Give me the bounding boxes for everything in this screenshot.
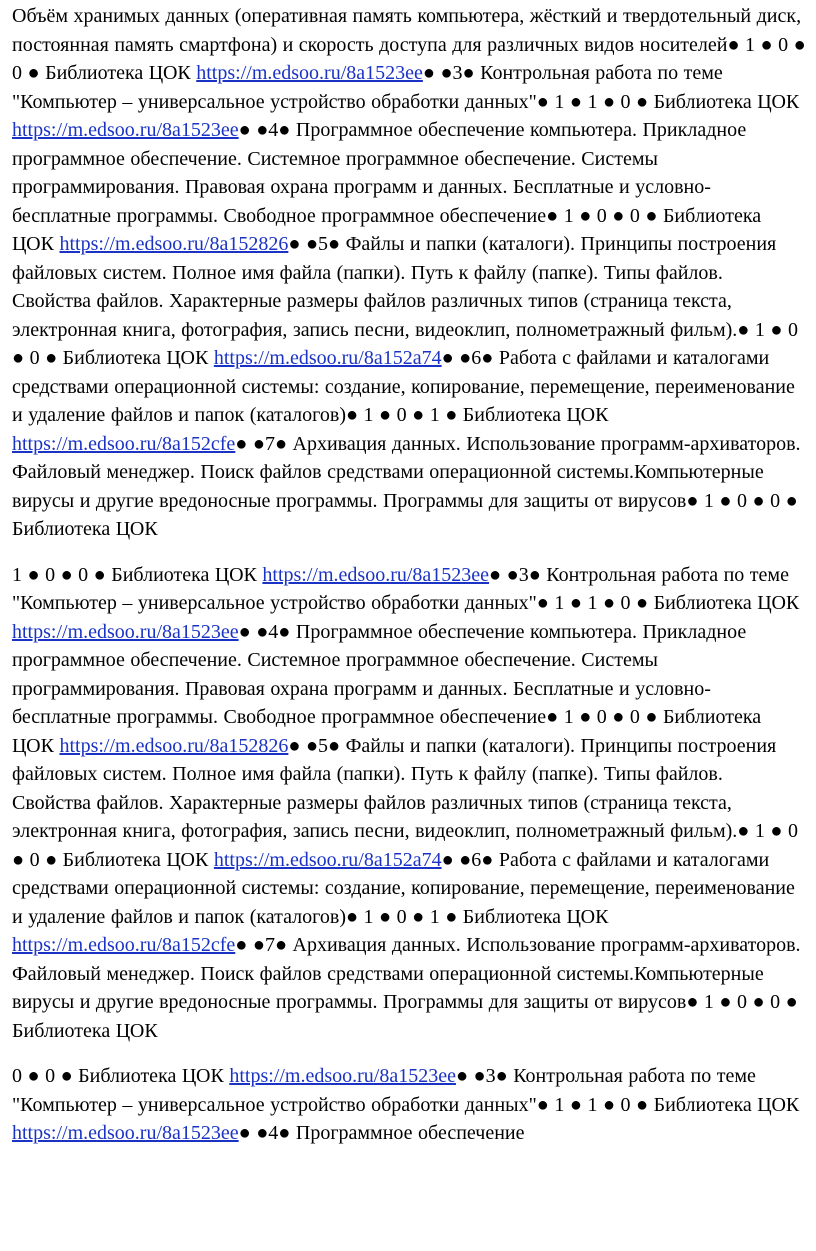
library-link[interactable]: https://m.edsoo.ru/8a152cfe (12, 934, 236, 956)
text-segment: ● ●4● Программное обеспечение компьютера. Прикладное программное обеспечение. Системное программное обеспечение. Системы программирования. Правовая охрана программ и данных. Бесплатные и условно-бесплатные программы. Свободное программное обеспечение● 1 ● 0 ● 0 ● Библиотека ЦОК (12, 119, 762, 255)
paragraph-3 (12, 1062, 806, 1148)
text-segment: ● ●3● Контрольная работа по теме "Компьютер – универсальное устройство обработки данных"● 1 ● 1 ● 0 ● Библиотека ЦОК (12, 1065, 800, 1116)
text-segment: ● ●7● Архивация данных. Использование программ-архиваторов. Файловый менеджер. Поиск файлов средствами операционной системы.Компьютерные вирусы и другие вредоносные программы. Программы для защиты от вирусов● 1 ● 0 ● 0 ● Библиотека ЦОК (12, 934, 801, 1042)
library-link[interactable]: https://m.edsoo.ru/8a152826 (59, 734, 289, 757)
text-segment: ● ●5● Файлы и папки (каталоги). Принципы построения файловых систем. Полное имя файла (папки). Путь к файлу (папке). Типы файлов. Свойства файлов. Характерные размеры файлов различных типов (страница текста, электронная книга, фотография, запись песни, видеоклип, полнометражный фильм).● 1 ● 0 ● 0 ● Библиотека ЦОК (12, 233, 798, 369)
text-segment: ● ●4● Программное обеспечение (238, 1122, 525, 1144)
text-segment: Объём хранимых данных (оперативная память компьютера, жёсткий и твердотельный диск, постоянная память смартфона) и скорость доступа для различных видов носителей● 1 ● 0 ● 0 ● Библиотека ЦОК (12, 5, 806, 84)
text-segment: ● ●3● Контрольная работа по теме "Компьютер – универсальное устройство обработки данных"● 1 ● 1 ● 0 ● Библиотека ЦОК (12, 563, 800, 614)
text-segment: ● ●4● Программное обеспечение компьютера. Прикладное программное обеспечение. Системное программное обеспечение. Системы программирования. Правовая охрана программ и данных. Бесплатные и условно-бесплатные программы. Свободное программное обеспечение● 1 ● 0 ● 0 ● Библиотека ЦОК (12, 620, 762, 757)
library-link[interactable]: https://m.edsoo.ru/8a152a74 (213, 848, 442, 871)
text-segment: ● ●7● Архивация данных. Использование программ-архиваторов. Файловый менеджер. Поиск файлов средствами операционной системы.Компьютерные вирусы и другие вредоносные программы. Программы для защиты от вирусов● 1 ● 0 ● 0 ● Библиотека ЦОК (12, 432, 801, 540)
library-link[interactable]: https://m.edsoo.ru/8a152a74 (213, 347, 442, 369)
library-link[interactable]: https://m.edsoo.ru/8a1523ee (196, 62, 423, 84)
library-link[interactable]: https://m.edsoo.ru/8a1523ee (12, 1122, 239, 1144)
paragraph-1 (12, 2, 806, 544)
text-segment: ● ●6● Работа с файлами и каталогами средствами операционной системы: создание, копирование, перемещение, переименование и удаление файлов и папок (каталогов)● 1 ● 0 ● 1 ● Библиотека ЦОК (12, 848, 795, 928)
library-link[interactable]: https://m.edsoo.ru/8a152cfe (12, 432, 236, 455)
paragraph-2 (12, 561, 806, 1046)
library-link[interactable]: https://m.edsoo.ru/8a1523ee (229, 1065, 456, 1087)
text-segment: ● ●5● Файлы и папки (каталоги). Принципы построения файловых систем. Полное имя файла (папки). Путь к файлу (папке). Типы файлов. Свойства файлов. Характерные размеры файлов различных типов (страница текста, электронная книга, фотография, запись песни, видеоклип, полнометражный фильм).● 1 ● 0 ● 0 ● Библиотека ЦОК (12, 734, 798, 871)
library-link[interactable]: https://m.edsoo.ru/8a152826 (59, 233, 289, 255)
library-link[interactable]: https://m.edsoo.ru/8a1523ee (12, 119, 239, 141)
text-segment: 0 ● 0 ● Библиотека ЦОК (12, 1065, 230, 1087)
text-segment: 1 ● 0 ● 0 ● Библиотека ЦОК (12, 563, 263, 586)
library-link[interactable]: https://m.edsoo.ru/8a1523ee (12, 620, 239, 643)
text-segment: ● ●3● Контрольная работа по теме "Компьютер – универсальное устройство обработки данных"● 1 ● 1 ● 0 ● Библиотека ЦОК (12, 62, 800, 113)
text-segment: ● ●6● Работа с файлами и каталогами средствами операционной системы: создание, копирование, перемещение, переименование и удаление файлов и папок (каталогов)● 1 ● 0 ● 1 ● Библиотека ЦОК (12, 347, 795, 426)
library-link[interactable]: https://m.edsoo.ru/8a1523ee (262, 563, 490, 586)
